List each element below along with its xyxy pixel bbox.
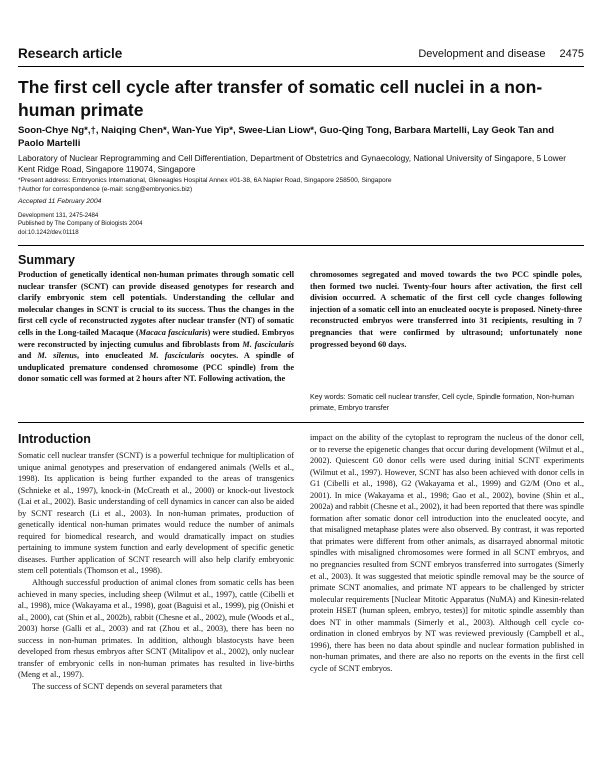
publication-info <box>18 212 143 237</box>
summary-paragraph-continued: chromosomes segregated and moved towards the two PCC spindle poles, then formed two nuclei. Twenty-four hours after activation, the first cell division occurred. A schematic of the first cell cycle changes following injection of a somatic cell into an enucleated oocyte is proposed. Ninety-three reconstructed embryos were transferred into 31 recipients, resulting in 7 pregnancies that were confirmed by ultrasound; unfortunately none progressed beyond 60 days. <box>310 270 582 349</box>
author-list: Soon-Chye Ng*,†, Naiqing Chen*, Wan-Yue Yip*, Swee-Lian Liow*, Guo-Qing Tong, Barbara Martelli, Lay Geok Tan and Paolo Martelli <box>18 125 555 149</box>
running-header <box>18 44 584 67</box>
summary-text: Production of genetically identical non-human primates through somatic cell nuclear transfer (SCNT) can provide diseased genotypes for research and clarify embryonic stem cell potentials. Understanding the cellular and molecular changes in SCNT is crucial to its success. Thus the changes in the first cell cycle of reconstructed zygotes after nuclear transfer (NT) of somatic cells in the Long-tailed Macaque ( <box>18 270 294 337</box>
summary-text: and <box>18 351 38 361</box>
intro-paragraph-2: Although successful production of animal clones from somatic cells has been achieved in many species, including sheep (Wilmut et al., 1997), cattle (Cibelli et al., 1998), mice (Wakayama et al., 1998), goat (Baguisi et al., 1999), pig (Onishi et al., 2000), cat (Shin et al., 2002b), rabbit (Chesne et al., 2002), mule (Woods et al., 2003) horse (Galli et al., 2003) and rat (Zhou et al., 2003), there has been no success in non-human primates. In addition, although blastocysts have been developed from rhesus embryos after SCNT (Mitalipov et al., 2002), only nuclear transfer of embryonic cells in non-human primates has resulted in live-births (Meng et al., 1997). <box>18 578 294 680</box>
summary-paragraph <box>18 269 294 385</box>
present-address-note: *Present address: Embryonics International, Gleneagles Hospital Annex #01-38, 6A Napier Road, Singapore 258500, Singapore <box>18 177 392 184</box>
article-title: The first cell cycle after transfer of somatic cell nuclei in a non-human primate <box>18 77 543 120</box>
species-name: Macaca fascicularis <box>138 327 208 337</box>
intro-paragraph-continued: impact on the ability of the cytoplast to reprogram the nucleus of the donor cell, or to reverse the epigenetic changes that occur during development (Wilmut et al., 2002). Quiescent G0 donor cells were used during initial SCNT experiments (Wilmut et al., 1997). However, SCNT has also been achieved with donor cells in G1 (Cibelli et al., 1998), G2 (Wakayama et al., 1999) and G2/M (Ono et al., 2001). In mice (Wakayama et al., 1998; Gao et al., 2002), bovine (Shin et al., 2002a) and rabbit (Chesne et al., 2002), it had been reported that there was spindle formation after somatic donor cell introduction into the enucleated oocyte, and that misaligned metaphase plates were also observed. By contrast, it was reported that primates were different from other animals, as disarrayed abnormal mitotic spindles with misaligned chromosomes were formed in all SCNT embryos, and no pregnancies resulted from SCNT embryos transferred into surrogates (Simerly et al., 2003). It was suggested that meiotic spindle removal may be the source of primate SCNT anomalies, and primate NT appears to be challenged by stricter molecular requirements [Nuclear Mitotic Apparatus (NuMA) and Kinesin-related protein HSET (human spleen, embryo, testes)] for mitotic spindle assembly than does NT in other mammals (Simerly et al., 2003). Although cell cycle co-ordination in cloned embryos by NT was reviewed previously (Campbell et al., 1996), there has been no data about spindle and nuclear formation published in non-human primates, and there are also no reports on the events in the first cell cycle of SCNT embryos. <box>310 433 584 673</box>
divider <box>18 245 584 246</box>
summary-text: ) were studied. Embryos were reconstructed by injecting cumulus and fibroblasts from <box>18 327 294 349</box>
species-name: M. fascicularis <box>242 339 294 349</box>
article-type-label: Research article <box>18 46 123 61</box>
header-right <box>418 48 584 60</box>
publisher-line: Published by The Company of Biologists 2004 <box>18 220 143 228</box>
intro-left-column <box>18 450 294 692</box>
introduction-heading: Introduction <box>18 432 91 446</box>
summary-text: oocytes. A spindle of unduplicated premature condensed chromosome (PCC spindle) from the donor somatic cell was formed at 2 hours after NT. Following activation, the <box>18 351 294 384</box>
summary-text: , into enucleated <box>77 351 150 361</box>
summary-right-column <box>310 269 582 350</box>
intro-paragraph-3: The success of SCNT depends on several parameters that <box>32 681 223 691</box>
journal-section-label: Development and disease <box>418 48 546 60</box>
doi-line: doi:10.1242/dev.01118 <box>18 228 79 236</box>
page-number: 2475 <box>559 48 584 60</box>
divider <box>18 422 584 423</box>
affiliation: Laboratory of Nuclear Reprogramming and Cell Differentiation, Department of Obstetrics and Gynaecology, National University of Singapore, 5 Lower Kent Ridge Road, Singapore 119074, Singapore <box>18 153 567 174</box>
author-notes <box>18 176 584 194</box>
intro-right-column <box>310 432 584 674</box>
intro-paragraph-1: Somatic cell nuclear transfer (SCNT) is a powerful technique for multiplication of unique animal genotypes and preservation of endangered animals (Wells et al., 1998). Its application is being further expanded to the areas of transgenics (Schnieke et al., 1997), knock-in (McCreath et al., 2000) or knock-out livestock (Lai et al., 2002). Basic understanding of cell dynamics in cancer can also be aided by SCNT research (Li et al., 2003). In non-human primates, production of genetically identical non-human primates would reduce the number of animals required for biomedical research, and would dramatically impact on studies pertaining to immune system function and early development of specific genetic diseases. Further application of SCNT research will also help clarify embryonic stem cell potentials (Thomson et al., 1998). <box>18 451 294 576</box>
species-name: M. silenus <box>37 351 78 361</box>
summary-left-column <box>18 269 294 385</box>
accepted-date: Accepted 11 February 2004 <box>18 198 102 205</box>
keywords: Key words: Somatic cell nuclear transfer, Cell cycle, Spindle formation, Non-human primate, Embryo transfer <box>310 392 575 412</box>
citation-line: Development 131, 2475-2484 <box>18 212 99 219</box>
correspondence-note: †Author for correspondence (e-mail: scng@embryonics.biz) <box>18 186 193 193</box>
species-name: M. fascicularis <box>149 351 205 361</box>
summary-heading: Summary <box>18 253 75 267</box>
